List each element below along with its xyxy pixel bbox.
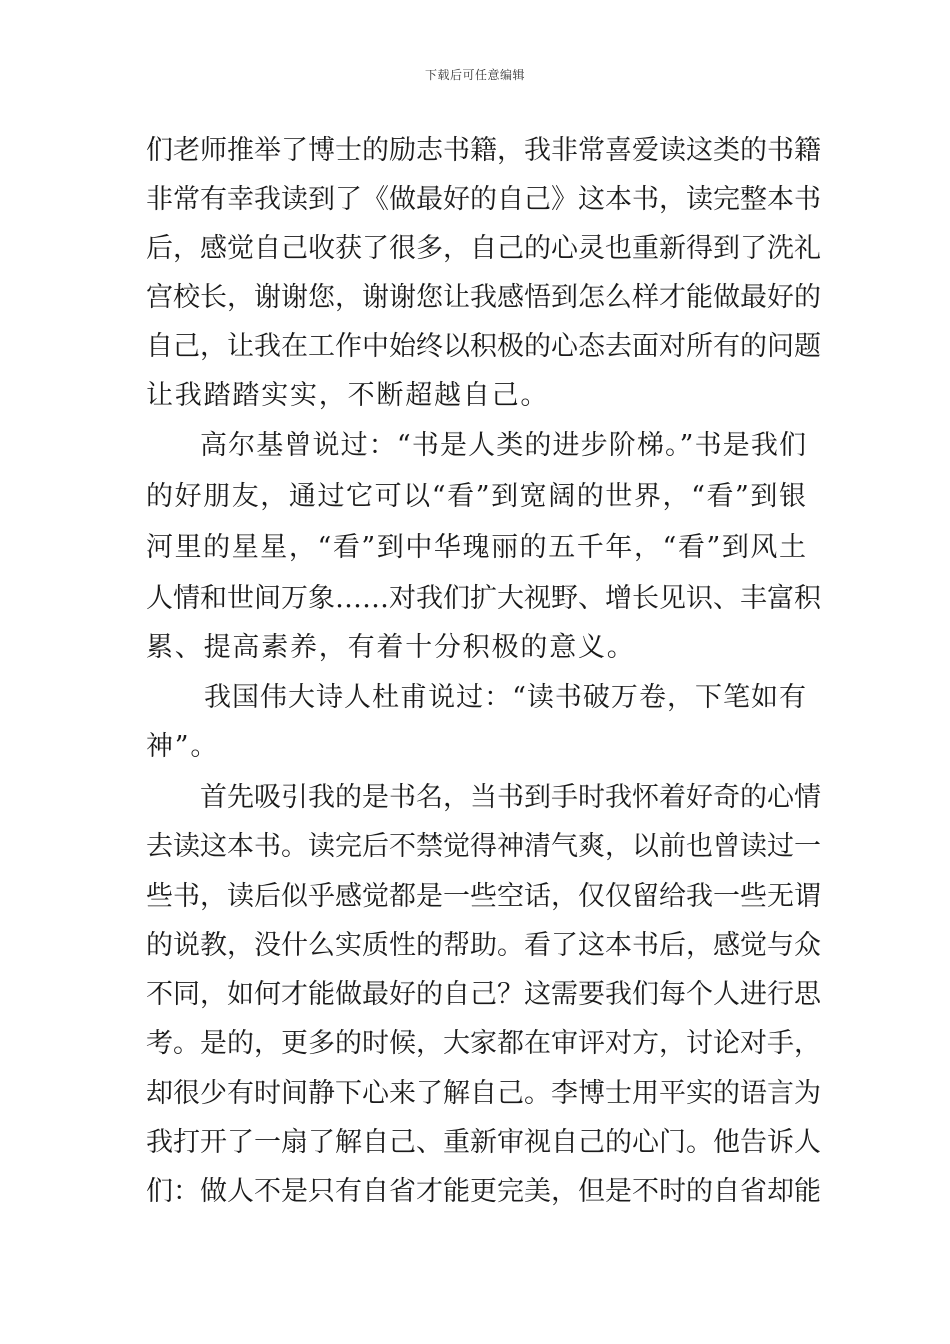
text-line-16: 些书，读后似乎感觉都是一些空话，仅仅留给我一些无谓 bbox=[146, 881, 821, 912]
text-line-19: 考。是的，更多的时候，大家都在审评对方，讨论对手， bbox=[146, 1028, 821, 1059]
text-line-11: 累、提高素养，有着十分积极的意义。 bbox=[146, 632, 636, 663]
text-line-7: 高尔基曾说过：“书是人类的进步阶梯。”书是我们 bbox=[200, 430, 806, 461]
text-line-10: 人情和世间万象……对我们扩大视野、增长见识、丰富积 bbox=[146, 583, 821, 614]
text-line-4: 宫校长，谢谢您，谢谢您让我感悟到怎么样才能做最好的 bbox=[146, 282, 821, 313]
text-line-5: 自己，让我在工作中始终以积极的心态去面对所有的问题 bbox=[146, 331, 821, 362]
text-line-2: 非常有幸我读到了《做最好的自己》这本书，读完整本书 bbox=[146, 184, 821, 215]
text-line-17: 的说教，没什么实质性的帮助。看了这本书后，感觉与众 bbox=[146, 930, 821, 961]
text-line-12: 我国伟大诗人杜甫说过：“读书破万卷，下笔如有 bbox=[204, 682, 806, 713]
text-line-13: 神”。 bbox=[146, 731, 220, 762]
page-header: 下载后可任意编辑 bbox=[424, 68, 525, 82]
text-line-15: 去读这本书。读完后不禁觉得神清气爽，以前也曾读过一 bbox=[146, 831, 821, 862]
text-line-9: 河里的星星，“看”到中华瑰丽的五千年，“看”到风土 bbox=[146, 532, 806, 563]
text-line-18: 不同，如何才能做最好的自己？这需要我们每个人进行思 bbox=[146, 979, 821, 1010]
text-line-21: 我打开了一扇了解自己、重新审视自己的心门。他告诉人 bbox=[146, 1127, 821, 1158]
text-line-22: 们：做人不是只有自省才能更完美，但是不时的自省却能 bbox=[146, 1176, 821, 1207]
text-line-1: 们老师推举了博士的励志书籍，我非常喜爱读这类的书籍 bbox=[146, 135, 821, 166]
text-line-14: 首先吸引我的是书名，当书到手时我怀着好奇的心情 bbox=[200, 782, 821, 813]
text-line-6: 让我踏踏实实，不断超越自己。 bbox=[146, 380, 550, 411]
text-line-3: 后，感觉自己收获了很多，自己的心灵也重新得到了洗礼 bbox=[146, 233, 821, 264]
text-line-20: 却很少有时间静下心来了解自己。李博士用平实的语言为 bbox=[146, 1078, 821, 1109]
text-line-8: 的好朋友，通过它可以“看”到宽阔的世界，“看”到银 bbox=[146, 481, 806, 512]
